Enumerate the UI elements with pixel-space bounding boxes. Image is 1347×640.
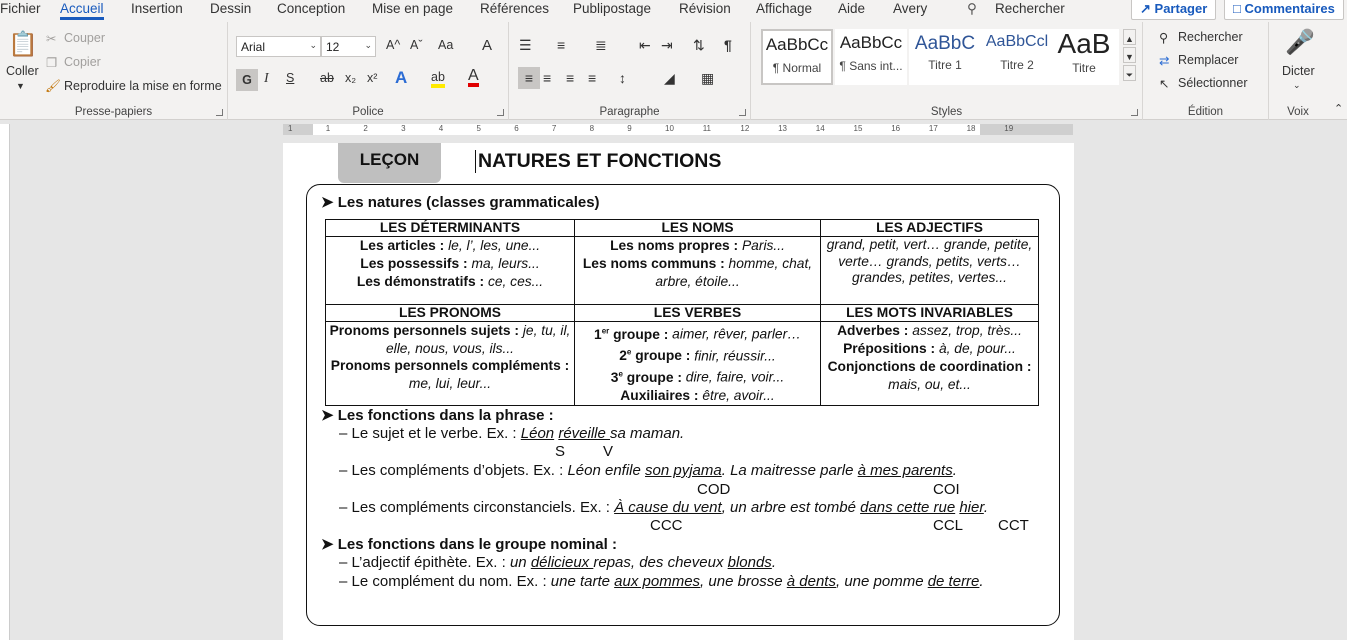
det-examples: ce, ces...	[487, 274, 544, 289]
numbering-icon[interactable]: ≡	[557, 37, 566, 53]
section-natures-text: Les natures (classes grammaticales)	[337, 194, 600, 211]
example-underlined: à dents	[786, 573, 836, 590]
select-icon: ↖	[1159, 77, 1170, 91]
table-cell-verbes	[575, 322, 821, 406]
sort-icon[interactable]: ⇅	[693, 37, 705, 53]
ruler-mark: 18	[966, 124, 976, 133]
example-subject: Léon	[520, 425, 555, 442]
table-cell-noms	[575, 237, 821, 305]
ruler-mark: 8	[589, 124, 595, 133]
example-verb: réveille	[558, 425, 611, 442]
section-fonctions-phrase-heading	[321, 406, 554, 424]
example-rest: sa maman.	[610, 425, 685, 442]
tab-references[interactable]: Références	[480, 1, 550, 16]
styles-group-label: Styles	[930, 106, 963, 118]
tab-dessin[interactable]: Dessin	[210, 1, 252, 16]
cut-icon: ✂	[46, 32, 57, 46]
style-name: Titre	[1072, 61, 1096, 75]
superscript-button[interactable]: x²	[367, 71, 378, 85]
ruler-mark: 7	[551, 124, 557, 133]
label-cod: COD	[697, 481, 731, 498]
decrease-indent-icon[interactable]: ⇤	[639, 37, 651, 53]
function-subject-verb-line	[339, 425, 684, 442]
style-sample: AaB	[1057, 29, 1111, 59]
table-header: LES ADJECTIFS	[821, 220, 1039, 237]
group-label: groupe :	[613, 326, 669, 342]
group-ordinal: e	[618, 369, 623, 379]
inv-label: Conjonctions de coordination :	[827, 359, 1032, 374]
clipboard-group	[0, 22, 228, 120]
group-examples: dire, faire, voir...	[685, 369, 785, 385]
ruler-mark: 17	[928, 124, 938, 133]
group-ordinal: e	[626, 347, 632, 357]
ribbon	[0, 22, 1347, 120]
line-intro: – Le complément du nom. Ex. :	[339, 573, 547, 590]
comment-icon: □	[1233, 1, 1241, 16]
subscript-button[interactable]: x₂	[345, 71, 357, 85]
cell-line	[578, 255, 817, 291]
menu-bar	[0, 0, 1347, 22]
label-s: S	[555, 443, 566, 460]
section-fonctions-phrase-text: Les fonctions dans la phrase :	[337, 407, 554, 424]
align-center-icon[interactable]: ≡	[543, 70, 552, 86]
group-examples: finir, réussir...	[694, 348, 776, 364]
style-sample: AaBbC	[914, 33, 976, 54]
function-circumstantial-line	[339, 499, 988, 516]
example-text: , une pomme	[835, 573, 928, 590]
ruler-mark: 14	[815, 124, 825, 133]
find-icon: ⚲	[1159, 31, 1169, 45]
bullets-icon[interactable]: ☰	[519, 37, 532, 53]
pron-examples: me, lui, leur...	[408, 375, 492, 391]
multilevel-list-icon[interactable]: ≣	[595, 37, 607, 53]
det-examples: le, l’, les, une...	[448, 238, 541, 253]
tab-revision[interactable]: Révision	[679, 1, 731, 16]
arrow-bullet-icon: ➤	[321, 407, 334, 424]
comments-label: Commentaires	[1244, 1, 1335, 16]
format-painter-button[interactable]: Reproduire la mise en forme	[64, 79, 222, 93]
highlight-button[interactable]: ab	[431, 71, 445, 88]
cell-line	[329, 273, 571, 291]
ruler-mark: 13	[778, 124, 787, 133]
table-header: LES VERBES	[575, 305, 821, 322]
clipboard-launcher-icon[interactable]	[216, 109, 223, 116]
ruler-mark: 1	[325, 124, 331, 133]
line-intro: – Les compléments circonstanciels. Ex. :	[339, 499, 610, 516]
format-painter-icon: 🖌	[45, 79, 61, 93]
cell-line	[329, 237, 571, 255]
table-cell-invariables	[821, 322, 1039, 406]
replace-button[interactable]: Remplacer	[1178, 53, 1239, 67]
chevron-down-icon[interactable]: ⌄	[1293, 80, 1301, 90]
dictate-button[interactable]: Dicter	[1282, 64, 1315, 78]
group-number: 3	[610, 369, 619, 385]
section-natures-heading	[321, 193, 600, 211]
align-left-icon[interactable]: ≡	[518, 67, 540, 89]
document-page[interactable]	[283, 143, 1074, 640]
inv-examples: à, de, pour...	[938, 341, 1016, 356]
font-color-button[interactable]: A	[468, 68, 479, 87]
ruler-mark: 2	[363, 124, 368, 133]
example-underlined: blonds	[727, 554, 772, 571]
change-case-button[interactable]: Aa	[438, 38, 454, 52]
natures-table	[325, 219, 1039, 406]
example-text: .	[979, 573, 984, 590]
adj-examples: grand, petit, vert… grande, petite, verte… grands, petits, verts… grandes, petites, vertes...	[826, 237, 1033, 285]
ruler-mark: 4	[438, 124, 444, 133]
font-size-value: 12	[326, 40, 340, 54]
noms-label: Les noms propres :	[610, 238, 739, 253]
styles-up-icon[interactable]: ▲	[1123, 29, 1136, 45]
style-title[interactable]	[1049, 29, 1119, 85]
paste-icon[interactable]: 📋	[8, 31, 38, 58]
style-name: ¶ Sans int...	[839, 59, 903, 73]
tab-avery[interactable]: Avery	[893, 1, 928, 16]
ruler-mark: 10	[665, 124, 674, 133]
function-noun-complement-line	[339, 573, 984, 590]
ruler-mark: 11	[702, 124, 711, 133]
font-name-combo[interactable]	[236, 36, 321, 57]
label-cct: CCT	[998, 517, 1029, 534]
example-ccc: À cause du vent	[614, 499, 722, 516]
editing-group	[1143, 22, 1269, 120]
paragraph-group-label: Paragraphe	[599, 106, 660, 118]
ruler-mark: 9	[627, 124, 632, 133]
pron-examples: je, tu, il, elle, nous, vous, ils...	[385, 323, 571, 356]
horizontal-ruler	[283, 124, 1073, 135]
voice-group	[1269, 22, 1327, 120]
replace-icon: ⇄	[1159, 54, 1170, 68]
styles-more-icon[interactable]: ⏷	[1123, 65, 1136, 81]
increase-indent-icon[interactable]: ⇥	[661, 37, 673, 53]
comments-button[interactable]	[1224, 0, 1344, 20]
vertical-ruler	[0, 124, 10, 640]
pilcrow-icon[interactable]: ¶	[724, 37, 732, 53]
chevron-down-icon: ⌄	[364, 40, 372, 50]
inv-label: Prépositions :	[843, 341, 936, 356]
det-label: Les articles :	[359, 238, 445, 253]
table-header: LES PRONOMS	[326, 305, 575, 322]
style-name: Titre 2	[1000, 58, 1034, 72]
share-icon: ↗	[1140, 1, 1151, 16]
tab-mise-en-page[interactable]: Mise en page	[372, 1, 454, 16]
clipboard-group-label: Presse-papiers	[74, 106, 153, 118]
arrow-bullet-icon: ➤	[321, 536, 334, 553]
style-heading-1[interactable]	[909, 29, 981, 85]
paragraph-group	[509, 22, 751, 120]
style-name: Titre 1	[928, 58, 962, 72]
table-row	[326, 305, 1039, 322]
collapse-ribbon-icon[interactable]: ⌃	[1334, 103, 1344, 115]
tab-insertion[interactable]: Insertion	[131, 1, 183, 16]
align-right-icon[interactable]: ≡	[566, 70, 575, 86]
strikethrough-button[interactable]: ab	[320, 71, 334, 85]
share-label: Partager	[1154, 1, 1208, 16]
font-size-combo[interactable]	[321, 36, 376, 57]
line-intro: – Le sujet et le verbe. Ex. :	[339, 425, 517, 442]
inv-examples: mais, ou, et...	[888, 377, 971, 392]
noms-examples: homme, chat, arbre, étoile...	[655, 256, 813, 289]
find-button[interactable]: Rechercher	[1178, 30, 1243, 44]
cell-line	[329, 322, 571, 357]
example-text: .	[771, 554, 776, 571]
example-text: .	[983, 499, 988, 516]
select-button[interactable]: Sélectionner	[1178, 76, 1248, 90]
tab-conception[interactable]: Conception	[277, 1, 346, 16]
style-sample: AaBbCc	[765, 35, 829, 54]
label-ccc: CCC	[650, 517, 683, 534]
ruler-mark: 19	[1004, 124, 1014, 133]
line-spacing-icon[interactable]: ↕	[619, 70, 626, 86]
group-number: 1	[594, 326, 602, 342]
tab-affichage[interactable]: Affichage	[756, 1, 813, 16]
paste-button[interactable]: Coller	[6, 64, 39, 78]
pron-label: Pronoms personnels compléments :	[330, 358, 570, 373]
group-ordinal: er	[601, 326, 610, 335]
ruler-mark: 15	[853, 124, 863, 133]
cell-line	[578, 344, 817, 366]
group-label: groupe :	[626, 369, 682, 385]
search-label[interactable]: Rechercher	[995, 1, 1065, 16]
ruler-mark: 6	[514, 124, 519, 133]
styles-down-icon[interactable]: ▼	[1123, 47, 1136, 63]
noms-label: Les noms communs :	[582, 256, 725, 271]
table-row	[326, 237, 1039, 305]
chevron-down-icon: ⌄	[309, 40, 317, 50]
noms-examples: Paris...	[741, 238, 785, 253]
shading-icon[interactable]: ◢	[664, 70, 675, 86]
tab-accueil[interactable]: Accueil	[60, 1, 104, 16]
table-cell-determinants	[326, 237, 575, 305]
cut-button[interactable]: Couper	[64, 31, 105, 45]
copy-icon: ❐	[46, 56, 58, 70]
table-cell-adjectifs	[821, 237, 1039, 305]
aux-label: Auxiliaires :	[620, 387, 699, 403]
lesson-tag: LEÇON	[338, 143, 441, 183]
underline-button[interactable]: S	[286, 71, 295, 85]
table-header: LES MOTS INVARIABLES	[821, 305, 1039, 322]
function-objects-line	[339, 462, 957, 479]
example-coi: à mes parents	[857, 462, 953, 479]
example-underlined: de terre	[927, 573, 980, 590]
label-coi: COI	[933, 481, 960, 498]
group-number: 2	[619, 348, 627, 364]
voice-group-label: Voix	[1287, 106, 1309, 118]
table-row	[326, 220, 1039, 237]
function-epithet-line	[339, 554, 776, 571]
cell-line	[578, 387, 817, 405]
tab-publipostage[interactable]: Publipostage	[573, 1, 652, 16]
cell-line	[824, 340, 1035, 358]
tab-aide[interactable]: Aide	[838, 1, 866, 16]
ruler-mark: 5	[476, 124, 481, 133]
bold-button[interactable]: G	[236, 69, 258, 91]
section-fonctions-groupe-text: Les fonctions dans le groupe nominal :	[337, 536, 617, 553]
font-name-value: Arial	[241, 40, 266, 54]
arrow-bullet-icon: ➤	[321, 194, 334, 211]
style-sample: AaBbCc	[839, 33, 903, 52]
example-underlined: aux pommes	[614, 573, 701, 590]
example-cct: hier	[959, 499, 984, 516]
example-text: , un arbre est tombé	[721, 499, 861, 516]
style-name: ¶ Normal	[772, 61, 822, 75]
group-examples: aimer, rêver, parler…	[672, 326, 801, 342]
section-fonctions-groupe-heading	[321, 535, 617, 553]
styles-group	[751, 22, 1143, 120]
justify-icon[interactable]: ≡	[588, 70, 597, 86]
clear-format-button[interactable]: A	[482, 37, 493, 54]
borders-icon[interactable]: ▦	[701, 70, 715, 86]
inv-examples: assez, trop, très...	[912, 323, 1022, 338]
tab-fichier[interactable]: Fichier	[0, 1, 41, 16]
table-header: LES NOMS	[575, 220, 821, 237]
styles-launcher-icon[interactable]	[1131, 109, 1138, 116]
paragraph-launcher-icon[interactable]	[739, 109, 746, 116]
share-button[interactable]	[1131, 0, 1216, 20]
det-examples: ma, leurs...	[471, 256, 540, 271]
aux-examples: être, avoir...	[702, 387, 775, 403]
cell-line	[329, 357, 571, 392]
style-normal[interactable]	[761, 29, 833, 85]
example-text: repas, des cheveux	[593, 554, 728, 571]
font-launcher-icon[interactable]	[497, 109, 504, 116]
microphone-icon[interactable]: 🎤	[1285, 29, 1315, 56]
shrink-font-button[interactable]: Aˇ	[410, 38, 423, 52]
example-ccl: dans cette rue	[860, 499, 956, 516]
line-intro: – L’adjectif épithète. Ex. :	[339, 554, 506, 571]
pron-label: Pronoms personnels sujets :	[329, 323, 519, 338]
cell-line	[329, 255, 571, 273]
example-text: . La maitresse parle	[721, 462, 858, 479]
font-group-label: Police	[352, 106, 384, 118]
page-title: NATURES ET FONCTIONS	[475, 150, 721, 173]
search-icon[interactable]: ⚲	[967, 1, 977, 16]
style-heading-2[interactable]	[981, 29, 1053, 85]
editing-group-label: Édition	[1187, 106, 1224, 118]
cell-line	[824, 322, 1035, 340]
ruler-mark: 12	[740, 124, 750, 133]
paste-dropdown-icon[interactable]: ▼	[16, 81, 25, 91]
ruler-mark: 3	[401, 124, 406, 133]
cell-line	[578, 365, 817, 387]
example-text: Léon enfile	[567, 462, 646, 479]
example-text: .	[952, 462, 957, 479]
style-sample: AaBbCcl	[985, 33, 1049, 50]
ruler-mark: 1	[288, 124, 293, 133]
example-text: une tarte	[550, 573, 615, 590]
det-label: Les démonstratifs :	[356, 274, 485, 289]
italic-button[interactable]: I	[264, 71, 269, 86]
example-text: , une brosse	[700, 573, 787, 590]
copy-button[interactable]: Copier	[64, 55, 101, 69]
ruler-mark: 16	[891, 124, 901, 133]
cell-line	[578, 237, 817, 255]
det-label: Les possessifs :	[360, 256, 468, 271]
label-ccl: CCL	[933, 517, 964, 534]
cell-line	[824, 358, 1035, 394]
style-no-spacing[interactable]	[835, 29, 907, 85]
font-group	[228, 22, 509, 120]
table-cell-pronoms	[326, 322, 575, 406]
text-effects-button[interactable]: A	[395, 68, 408, 87]
line-intro: – Les compléments d’objets. Ex. :	[339, 462, 564, 479]
grow-font-button[interactable]: A^	[386, 38, 401, 52]
cell-line	[578, 322, 817, 344]
table-header: LES DÉTERMINANTS	[326, 220, 575, 237]
example-cod: son pyjama	[645, 462, 722, 479]
table-row	[326, 322, 1039, 406]
example-underlined: délicieux	[530, 554, 594, 571]
inv-label: Adverbes :	[837, 323, 909, 338]
group-label: groupe :	[635, 348, 691, 364]
example-text: un	[509, 554, 531, 571]
label-v: V	[603, 443, 614, 460]
